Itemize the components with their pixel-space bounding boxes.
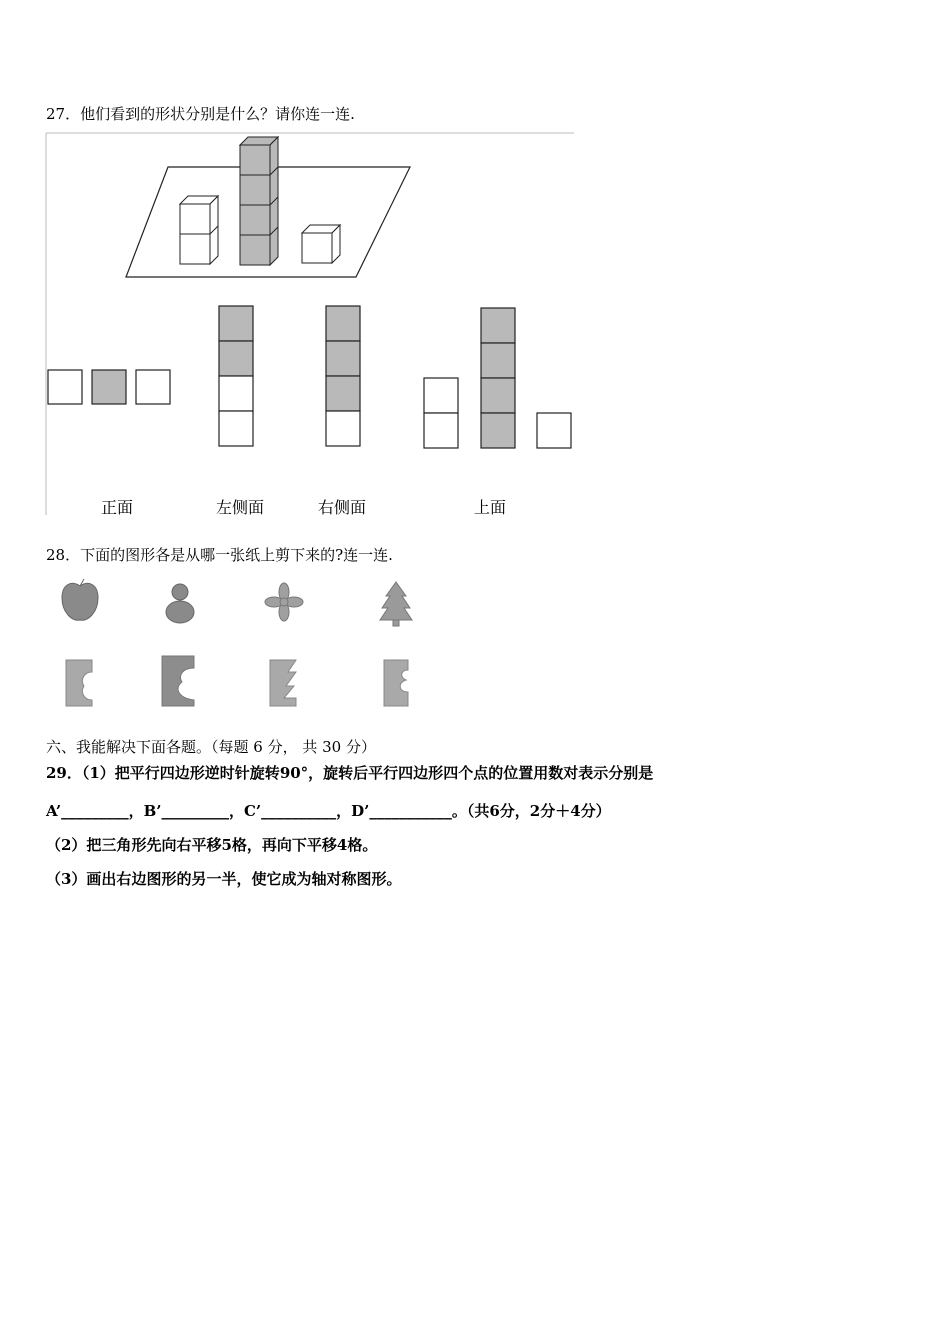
cube-single-white <box>302 225 340 263</box>
q29-line2: A’_________，B’_________，C’__________，D’___________。（共6分，2分＋4分） <box>46 802 611 820</box>
q27-title: 27．他们看到的形状分别是什么？请你连一连. <box>46 105 355 123</box>
apple-shape-icon <box>62 579 98 620</box>
view-option-row <box>48 370 170 404</box>
section6-title: 六、我能解决下面各题。（每题 6 分， 共 30 分） <box>46 738 376 756</box>
view-option-column-b <box>219 306 253 446</box>
paper-with-flower-cut-icon <box>384 660 408 706</box>
q27-figure <box>44 130 576 520</box>
q29-line3: （2）把三角形先向右平移5格，再向下平移4格。 <box>46 836 378 854</box>
q28-title: 28．下面的图形各是从哪一张纸上剪下来的?连一连. <box>46 546 393 564</box>
label-right-side: 右侧面 <box>318 498 367 517</box>
label-front: 正面 <box>101 498 134 517</box>
label-top: 上面 <box>474 498 507 517</box>
cube-stack-white-2 <box>180 196 218 264</box>
q29-line4: （3）画出右边图形的另一半，使它成为轴对称图形。 <box>46 870 402 888</box>
flower-shape-icon <box>265 583 303 621</box>
view-option-column-c <box>326 306 360 446</box>
paper-with-tree-cut-icon <box>270 660 296 706</box>
label-left-side: 左侧面 <box>216 498 265 517</box>
paper-with-apple-cut-icon <box>66 660 92 706</box>
q28-figure <box>50 576 430 716</box>
view-option-group-d <box>424 308 571 448</box>
paper-with-gourd-cut-icon <box>162 656 194 706</box>
cube-stack-gray-4 <box>240 137 278 265</box>
gourd-shape-icon <box>166 584 194 623</box>
tree-shape-icon <box>380 582 412 626</box>
q29-line1: 29．（1）把平行四边形逆时针旋转90°，旋转后平行四边形四个点的位置用数对表示分别是 <box>46 764 654 782</box>
